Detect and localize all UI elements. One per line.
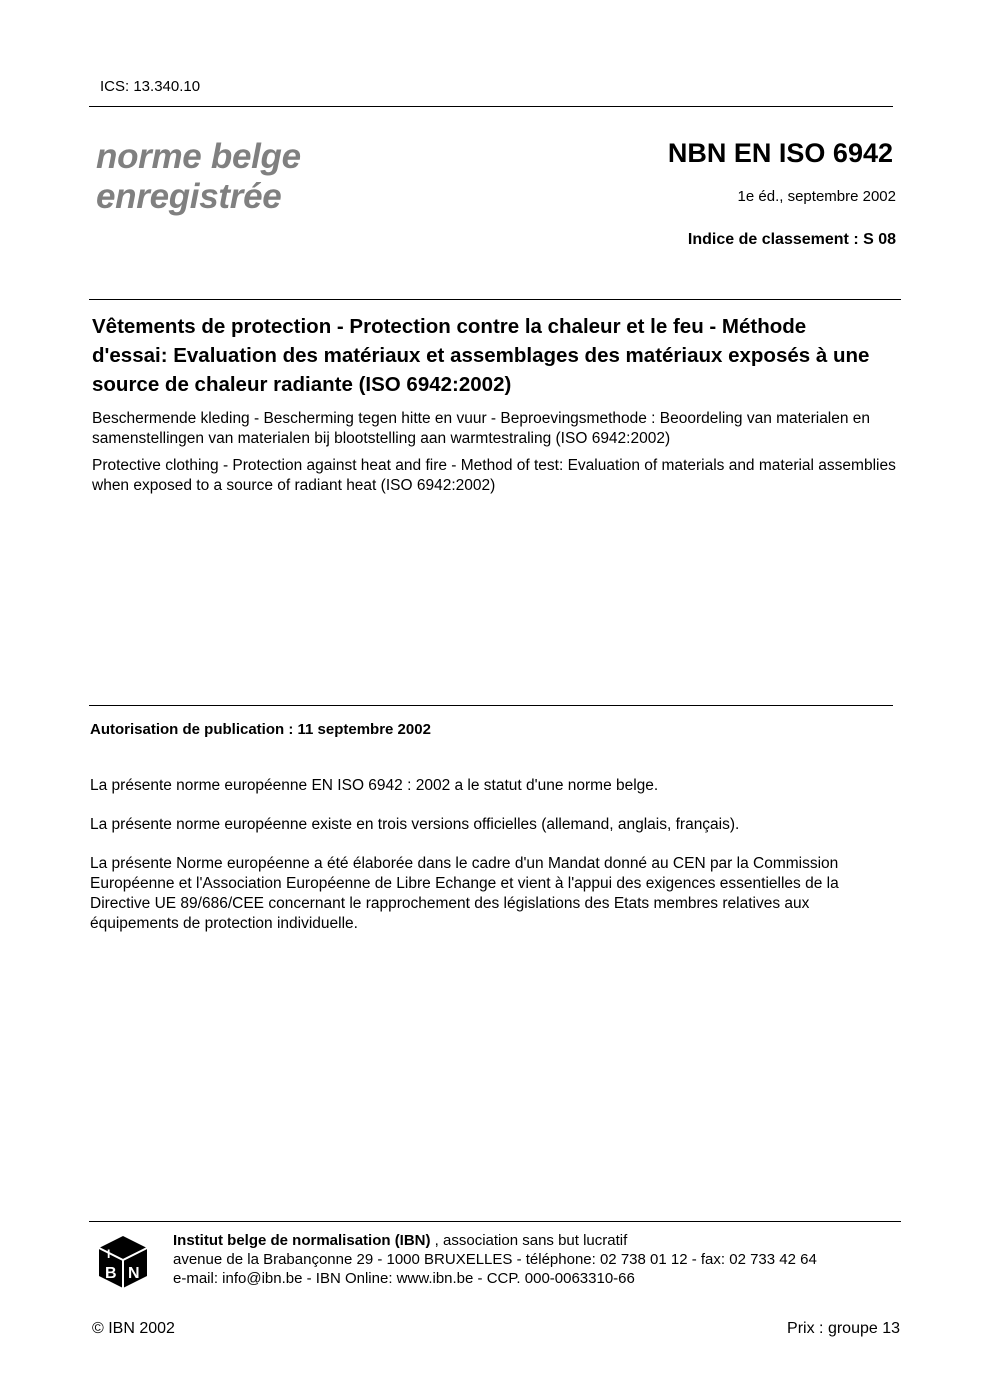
institute-name: Institut belge de normalisation (IBN) (173, 1232, 431, 1249)
ics-code: ICS: 13.340.10 (100, 78, 201, 95)
edition-date: 1e éd., septembre 2002 (737, 188, 896, 205)
footer-address-block (173, 1231, 817, 1288)
brand-title (96, 137, 301, 217)
body-paragraph: La présente norme européenne EN ISO 6942 : 2002 a le statut d'une norme belge. (90, 777, 659, 794)
body-paragraph: La présente Norme européenne a été élaborée dans le cadre d'un Mandat donné au CEN par la Commission Européenne et l'Association Européenne de Libre Echange et vient à l'appui des exigences essentielles de la Directive UE 89/686/CEE concernant le rapprochement des législations des Etats membres relatives aux équipements de protection individuelle. (90, 855, 839, 932)
body-paragraph: La présente norme européenne existe en trois versions officielles (allemand, anglais, français). (90, 816, 740, 833)
top-divider (89, 106, 893, 107)
logo-letter-b: B (105, 1265, 117, 1282)
logo-letter-n: N (128, 1265, 140, 1282)
publication-authorisation: Autorisation de publication : 11 septembre 2002 (90, 721, 431, 738)
brand-line-1: norme belge (96, 137, 301, 176)
brand-line-2: enregistrée (96, 177, 282, 216)
footer-institute-line (173, 1231, 817, 1250)
publication-divider (89, 705, 893, 706)
footer-address: avenue de la Brabançonne 29 - 1000 BRUXELLES - téléphone: 02 738 01 12 - fax: 02 733 42 64 (173, 1251, 817, 1268)
ibn-cube-icon (97, 1234, 149, 1290)
title-english: Protective clothing - Protection against heat and fire - Method of test: Evaluation of materials and material assemblies when exposed to a source of radiant heat (ISO 6942:2002) (92, 457, 896, 494)
title-french: Vêtements de protection - Protection contre la chaleur et le feu - Méthode d'essai: Evaluation des matériaux et assemblages des matériaux exposés à une source de chaleur radiante (ISO 6942:2002) (92, 315, 870, 396)
price-group: Prix : groupe 13 (787, 1320, 900, 1337)
ibn-logo (97, 1234, 149, 1290)
title-divider (89, 299, 901, 300)
logo-letter-i: I (107, 1247, 111, 1261)
institute-suffix: , association sans but lucratif (430, 1232, 628, 1249)
footer-contact[interactable]: e-mail: info@ibn.be - IBN Online: www.ibn.be - CCP. 000-0063310-66 (173, 1270, 635, 1287)
standard-number: NBN EN ISO 6942 (667, 138, 893, 168)
footer-divider (89, 1221, 901, 1222)
copyright: © IBN 2002 (92, 1320, 175, 1337)
classification-index: Indice de classement : S 08 (687, 231, 896, 248)
title-dutch: Beschermende kleding - Bescherming tegen hitte en vuur - Beproevingsmethode : Beoordeling van materialen en samenstellingen van materialen bij blootstelling aan warmtestraling (ISO 6942:2002) (92, 410, 871, 447)
